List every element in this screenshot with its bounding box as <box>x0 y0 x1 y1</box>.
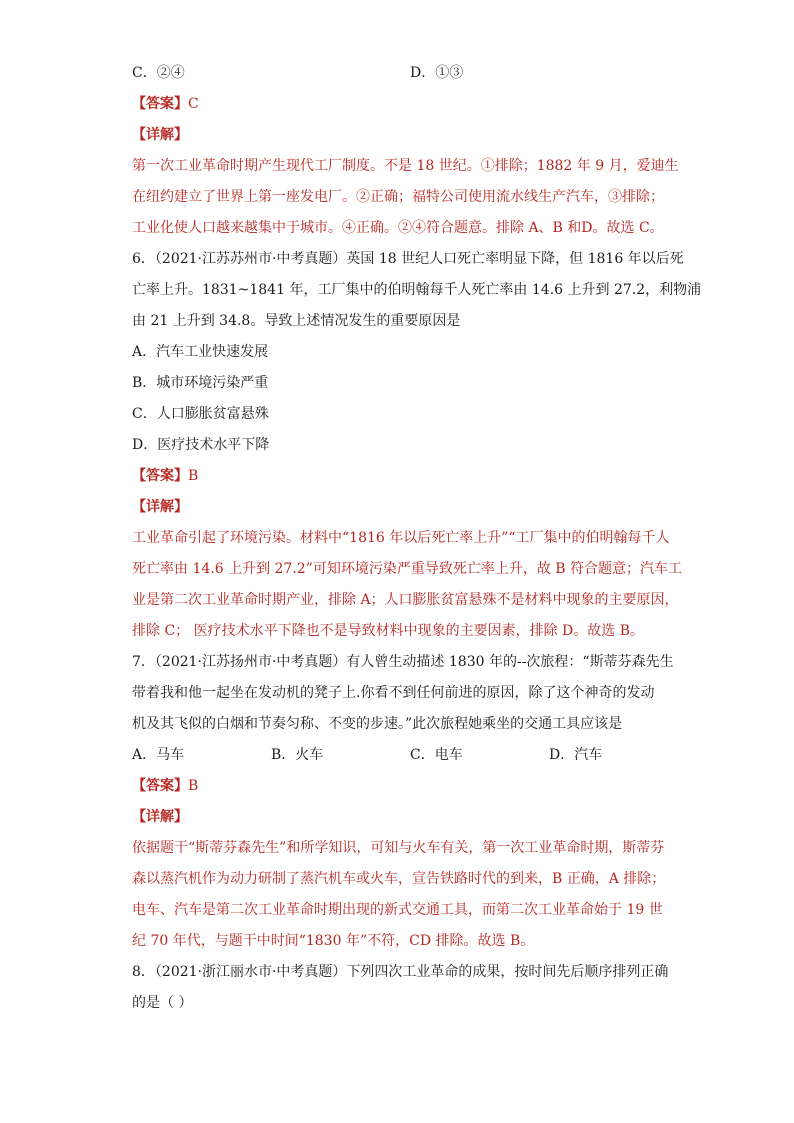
answer-value: B <box>188 778 199 794</box>
answer-label: 【答案】 <box>132 778 188 794</box>
q6-option-c: C．人口膨胀贫富悬殊 <box>132 406 269 422</box>
q5-detail-line: 工业化使人口越来越集中于城市。④正确。②④符合题意。排除 A、B 和D。故选 C。 <box>132 220 664 236</box>
q6-answer <box>132 461 692 492</box>
q7-option-c: C．电车 <box>410 747 463 763</box>
answer-label: 【答案】 <box>132 468 188 484</box>
q7-detail-line: 纪 70 年代，与题干中时间“1830 年”不符，CD 排除。故选 B。 <box>132 933 535 949</box>
q5-detail-line: 在纽约建立了世界上第一座发电厂。②正确；福特公司使用流水线生产汽车，③排除； <box>132 189 664 205</box>
q6-detail-line: 排除 C； 医疗技术水平下降也不是导致材料中现象的主要因素，排除 D。故选 B。 <box>132 623 645 639</box>
q6-detail-line: 业是第二次工业革命时期产业，排除 A；人口膨胀贫富悬殊不是材料中现象的主要原因， <box>132 592 679 608</box>
answer-value: C <box>188 96 199 112</box>
q5-options-row <box>132 58 692 89</box>
q7-stem-line: 机及其飞似的白烟和节奏匀称、不变的步速。”此次旅程她乘坐的交通工具应该是 <box>132 716 623 732</box>
document-page <box>132 58 702 1019</box>
q7-stem-line: 7．（2021·江苏扬州市·中考真题）有人曾生动描述 1830 年的--次旅程：“斯蒂芬森先生 <box>132 654 674 670</box>
q7-option-d: D．汽车 <box>549 747 603 763</box>
q7-option-a: A．马车 <box>132 747 185 763</box>
q7-detail-label: 【详解】 <box>132 809 188 825</box>
q5-option-d: D．①③ <box>410 65 464 81</box>
q7-options-row <box>132 740 692 771</box>
q7-option-b: B．火车 <box>271 747 324 763</box>
q7-detail-line: 依据题干“斯蒂芬森先生”和所学知识，可知与火车有关，第一次工业革命时期，斯蒂芬 <box>132 840 665 856</box>
q7-detail-line: 电车、汽车是第二次工业革命时期出现的新式交通工具，而第二次工业革命始于 19 世 <box>132 902 663 918</box>
q5-detail-label: 【详解】 <box>132 127 188 143</box>
q6-detail-label: 【详解】 <box>132 499 188 515</box>
q5-option-c: C．②④ <box>132 65 185 81</box>
q6-stem-line: 亡率上升。1831~1841 年，工厂集中的伯明翰每千人死亡率由 14.6 上升到 27.2，利物浦 <box>132 282 702 298</box>
answer-label: 【答案】 <box>132 96 188 112</box>
q6-option-d: D．医疗技术水平下降 <box>132 437 270 453</box>
q7-answer <box>132 771 692 802</box>
q6-stem-line: 6．（2021·江苏苏州市·中考真题）英国 18 世纪人口死亡率明显下降，但 1816 年以后死 <box>132 251 684 267</box>
q6-option-a: A．汽车工业快速发展 <box>132 344 269 360</box>
q7-stem-line: 带着我和他一起坐在发动机的凳子上.你看不到任何前进的原因，除了这个神奇的发动 <box>132 685 655 701</box>
q5-answer <box>132 89 692 120</box>
answer-value: B <box>188 468 199 484</box>
q8-stem-line: 8．（2021·浙江丽水市·中考真题）下列四次工业革命的成果，按时间先后顺序排列正确 <box>132 964 669 980</box>
q5-detail-line: 第一次工业革命时期产生现代工厂制度。不是 18 世纪。①排除；1882 年 9 月，爱迪生 <box>132 158 679 174</box>
q6-detail-line: 工业革命引起了环境污染。材料中“1816 年以后死亡率上升”“工厂集中的伯明翰每千人 <box>132 530 670 546</box>
q6-detail-line: 死亡率由 14.6 上升到 27.2”可知环境污染严重导致死亡率上升，故 B 符合题意；汽车工 <box>132 561 683 577</box>
q7-detail-line: 森以蒸汽机作为动力研制了蒸汽机车或火车，宣告铁路时代的到来，B 正确，A 排除； <box>132 871 666 887</box>
q6-option-b: B．城市环境污染严重 <box>132 375 269 391</box>
q6-stem-line: 由 21 上升到 34.8。导致上述情况发生的重要原因是 <box>132 313 461 329</box>
q8-stem-line: 的是（ ） <box>132 995 193 1011</box>
